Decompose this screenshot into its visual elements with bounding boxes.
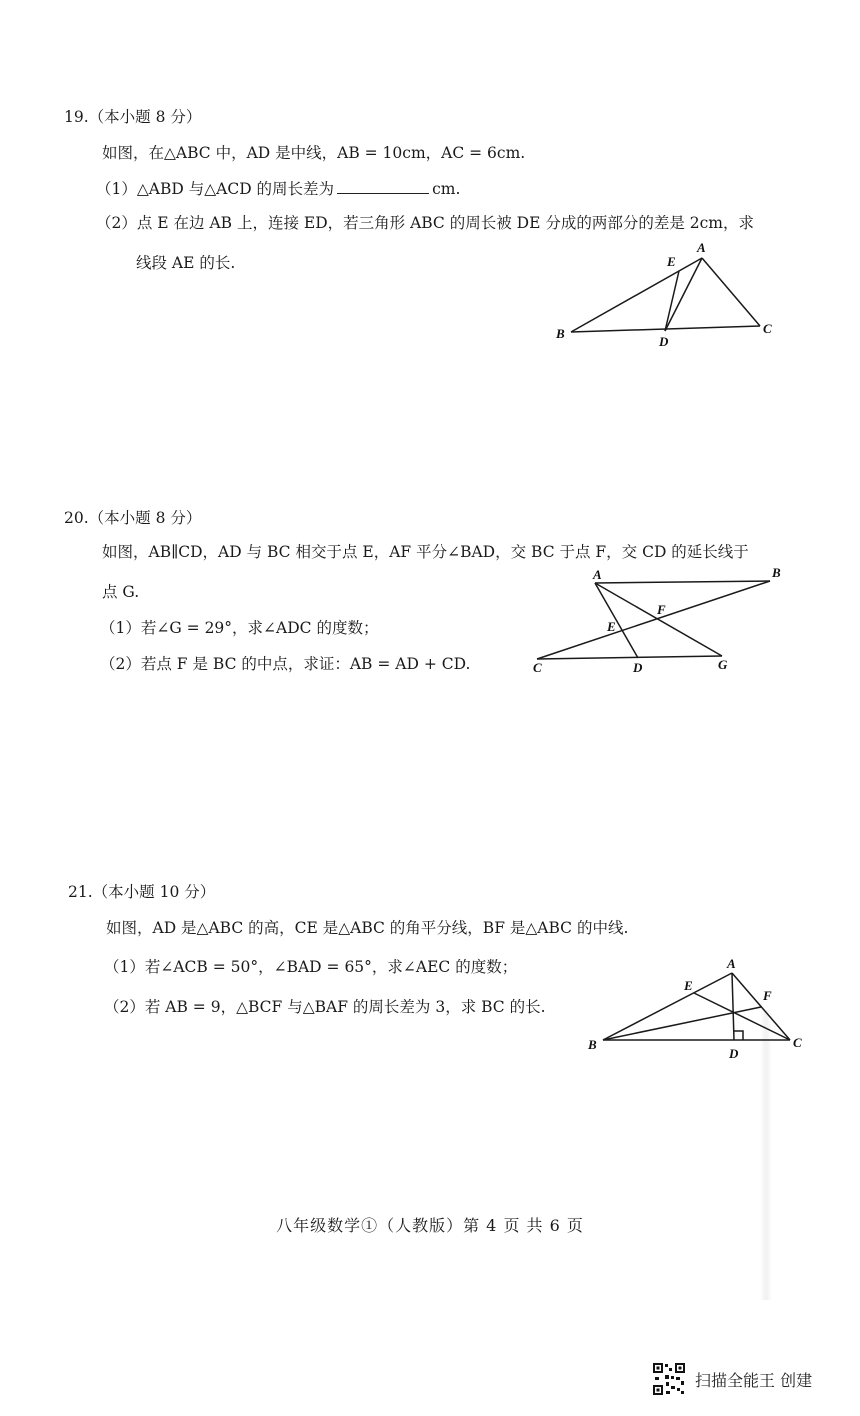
q21-header: 21.（本小题 10 分） xyxy=(68,883,216,901)
q19-label-e: E xyxy=(667,254,676,269)
q20-header: 20.（本小题 8 分） xyxy=(64,509,202,527)
q19-header: 19.（本小题 8 分） xyxy=(64,108,202,126)
q19-label-a: A xyxy=(697,240,706,255)
q21-label-b: B xyxy=(588,1037,597,1052)
q20-label-g: G xyxy=(718,657,728,672)
q19-part1-text: （1）△ABD 与△ACD 的周长差为 xyxy=(96,180,335,198)
q21-segment-ad xyxy=(732,973,734,1040)
q19-part2-line2: 线段 AE 的长. xyxy=(136,254,236,272)
scanner-watermark-text: 扫描全能王 创建 xyxy=(695,1370,813,1390)
scanner-watermark xyxy=(652,1362,812,1396)
q20-label-d: D xyxy=(633,660,643,675)
q21-segment-ce xyxy=(694,993,790,1040)
q20-part1: （1）若∠G = 29°，求∠ADC 的度数； xyxy=(100,619,379,637)
q20-stem-line2: 点 G. xyxy=(102,583,140,601)
q20-label-e: E xyxy=(607,619,616,634)
q21-label-c: C xyxy=(793,1035,802,1050)
q20-label-f: F xyxy=(657,602,666,617)
q19-label-d: D xyxy=(659,334,669,349)
scan-shadow xyxy=(760,1010,772,1300)
q21-label-a: A xyxy=(727,956,736,971)
q21-segment-ba xyxy=(603,973,732,1040)
q20-label-c: C xyxy=(533,660,542,675)
page-footer: 八年级数学①（人教版）第 4 页 共 6 页 xyxy=(276,1216,584,1235)
q21-label-e: E xyxy=(684,978,693,993)
qr-code-icon xyxy=(652,1362,686,1396)
q21-label-d: D xyxy=(729,1046,739,1061)
q21-part1: （1）若∠ACB = 50°，∠BAD = 65°，求∠AEC 的度数； xyxy=(104,958,518,976)
q21-right-angle-mark xyxy=(734,1031,743,1040)
q19-part2-line1: （2）点 E 在边 AB 上，连接 ED，若三角形 ABC 的周长被 DE 分成的两部分的差是 2cm，求 xyxy=(96,214,754,232)
q21-label-f: F xyxy=(763,988,772,1003)
q20-label-a: A xyxy=(593,567,602,582)
q21-stem: 如图，AD 是△ABC 的高，CE 是△ABC 的角平分线，BF 是△ABC 的中线. xyxy=(106,919,629,937)
q21-segment-bf xyxy=(603,1007,761,1040)
q19-label-c: C xyxy=(763,321,772,336)
q19-part1-unit: cm. xyxy=(432,180,461,198)
q20-part2: （2）若点 F 是 BC 的中点，求证：AB = AD + CD. xyxy=(100,655,471,673)
q19-stem: 如图，在△ABC 中，AD 是中线，AB = 10cm，AC = 6cm. xyxy=(102,144,526,162)
q20-label-b: B xyxy=(772,565,781,580)
q19-label-b: B xyxy=(556,326,565,341)
q21-part2: （2）若 AB = 9，△BCF 与△BAF 的周长差为 3，求 BC 的长. xyxy=(104,998,546,1016)
q20-stem-line1: 如图，AB∥CD，AD 与 BC 相交于点 E，AF 平分∠BAD，交 BC 于点 F，交 CD 的延长线于 xyxy=(102,543,749,561)
